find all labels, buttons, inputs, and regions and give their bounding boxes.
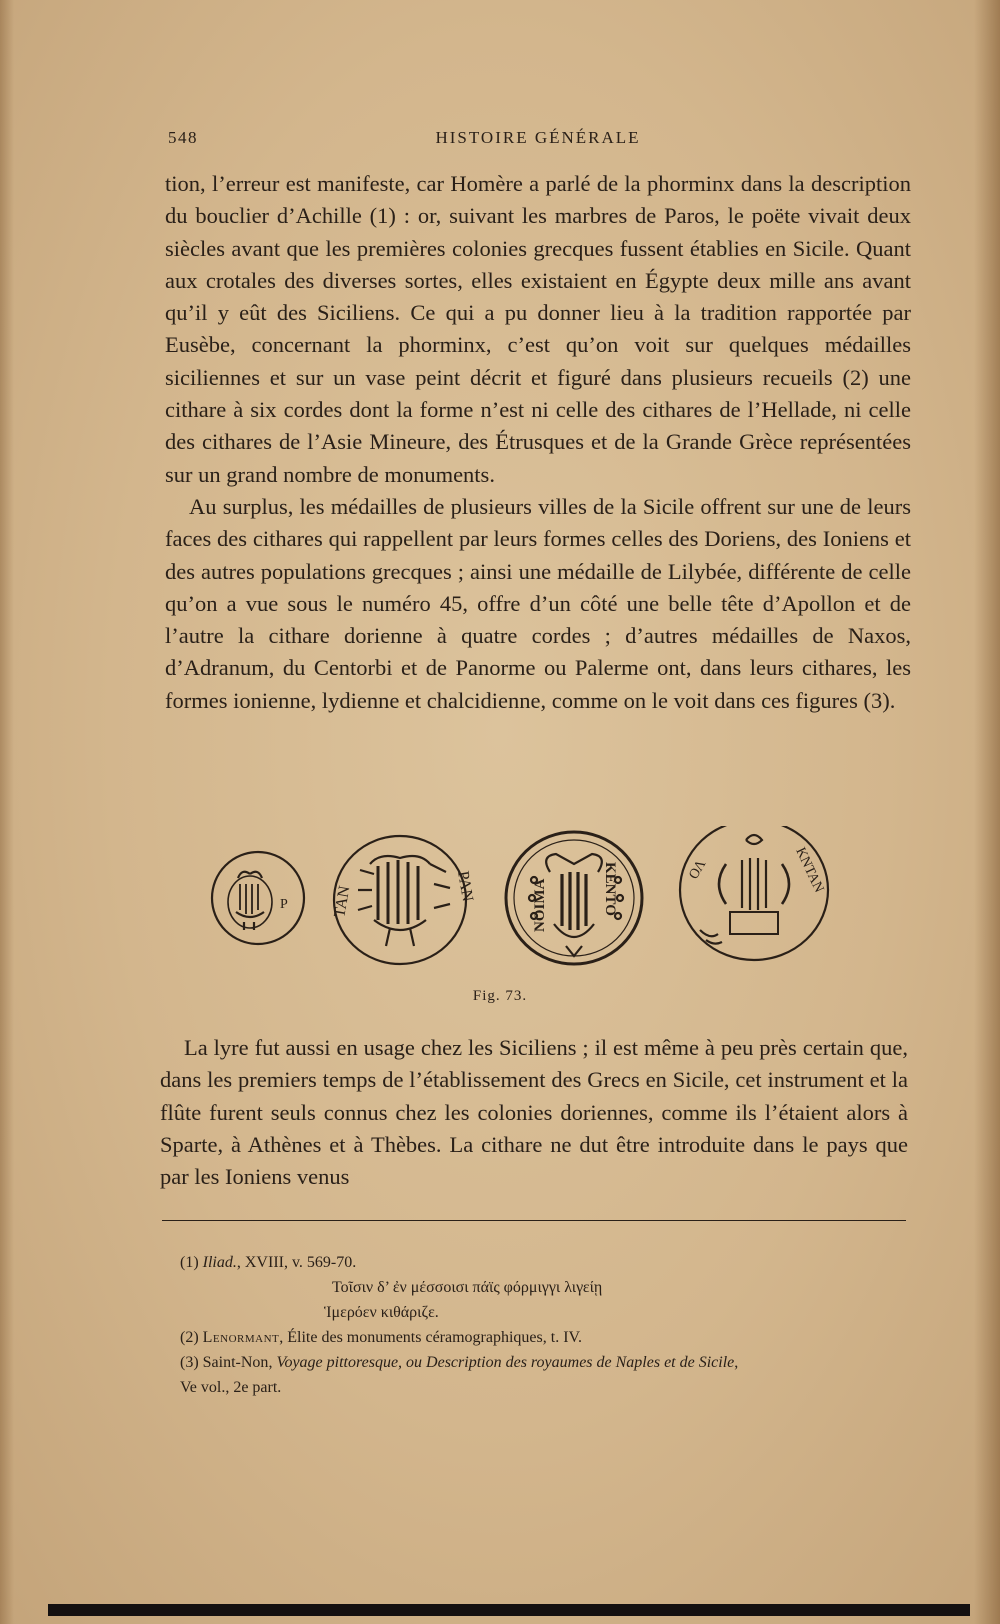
page-number: 548 [168,128,198,147]
footnote-3-author: Saint-Non [202,1354,269,1371]
coin-4-legend-right: ΚΝΤΑΝ [792,845,827,896]
coin-1 [212,852,304,944]
footnote-1-marker: (1) [180,1254,199,1271]
footnote-1-greek-line-2: Ἱμερόεν κιθάριζε. [324,1304,439,1321]
paragraph-1: tion, l’erreur est manifeste, car Homère a parlé de la phorminx dans la description du bouclier d’Achille (1) : or, suivant les marbres de Paros, le poëte vivait deux siècles avant que les premières colonies grecques fussent établies en Sicile. Quant aux crotales des diverses sortes, elles existaient en Égypte deux mille ans avant qu’il y eût des Siciliens. Ce qui a pu donner lieu à la tradition rapportée par Eusèbe, concernant la phorminx, c’est qu’on voit sur quelques médailles siciliennes et sur un vase peint décrit et figuré dans plusieurs recueils (2) une cithare à six cordes dont la forme n’est ni celle des cithares de l’Hellade, ni celle des cithares de l’Asie Mineure, des Étrusques et de la Grande Grèce représentées sur un grand nombre de monuments. [165,171,911,487]
footnote-3-continuation: Ve vol., 2e part. [180,1379,282,1396]
running-header [168,128,908,154]
footnote-3: (3) Saint-Non, Voyage pittoresque, ou Description des royaumes de Naples et de Sicile, [180,1354,739,1371]
main-text [165,168,911,717]
page-edge-shadow-right [974,0,1000,1624]
coin-4-legend-left: ΟΛ [686,857,710,882]
coin-2-legend-right: ΡΑΝ [454,869,477,903]
figure-caption: Fig. 73. [472,988,528,1004]
footnote-1-source: Iliad. [202,1254,237,1271]
footnote-1-ref: , XVIII, v. 569-70. [236,1254,357,1271]
coin-3 [506,832,642,964]
page-edge-shadow-left [0,0,14,1624]
footnote-1 [180,1250,900,1275]
footnote-1-greek-line-1: Τοῖσιν δ’ ἐν μέσσοισι πάϊς φόρμιγγι λιγείῃ [332,1279,603,1296]
footnote-2 [180,1325,900,1350]
coin-1-legend: P [280,897,288,912]
footnote-3-marker: (3) [180,1354,199,1371]
main-text-continued [160,1032,908,1193]
coin-3-legend-right: ΚΕΝΤΟ [602,862,618,916]
footnote-rule [162,1220,906,1221]
footnote-2-marker: (2) [180,1329,199,1346]
coin-4 [680,826,828,960]
coin-2-legend-left: ΤΑΝ [331,884,354,919]
running-title: HISTOIRE GÉNÉRALE [435,128,641,147]
footnotes [180,1250,900,1400]
paragraph-2: Au surplus, les médailles de plusieurs villes de la Sicile offrent sur une de leurs faces des cithares qui rappellent par leurs formes celles des Doriens, des Ioniens et des autres populations grecques ; ainsi une médaille de Lilybée, différente de celle qu’on a vue sous le numéro 45, offre d’un côté une belle tête d’Apollon et de l’autre la cithare dorienne à quatre cordes ; d’autres médailles de Naxos, d’Adranum, du Centorbi et de Panorme ou Palerme ont, dans leurs cithares, les formes ionienne, lydienne et chalcidienne, comme on le voit dans ces figures (3). [165,493,911,713]
footnote-2-text: , Élite des monuments céramographiques, t. IV. [279,1329,583,1346]
footnote-3-title: Voyage pittoresque, ou Description des royaumes de Naples et de Sicile [276,1354,735,1371]
footnote-2-author: Lenormant [202,1329,280,1346]
coin-engraving [210,826,870,986]
figure-coins [210,826,870,986]
coin-2 [331,836,476,964]
coin-3-legend-left: ΝΟΙΜΑ [532,878,548,932]
scan-bottom-edge [48,1604,970,1616]
paragraph-3: La lyre fut aussi en usage chez les Siciliens ; il est même à peu près certain que, dans les premiers temps de l’établissement des Grecs en Sicile, cet instrument et la flûte furent seuls connus chez les colonies doriennes, comme ils l’étaient alors à Sparte, à Athènes et à Thèbes. La cithare ne dut être introduite dans le pays que par les Ioniens venus [160,1035,908,1190]
